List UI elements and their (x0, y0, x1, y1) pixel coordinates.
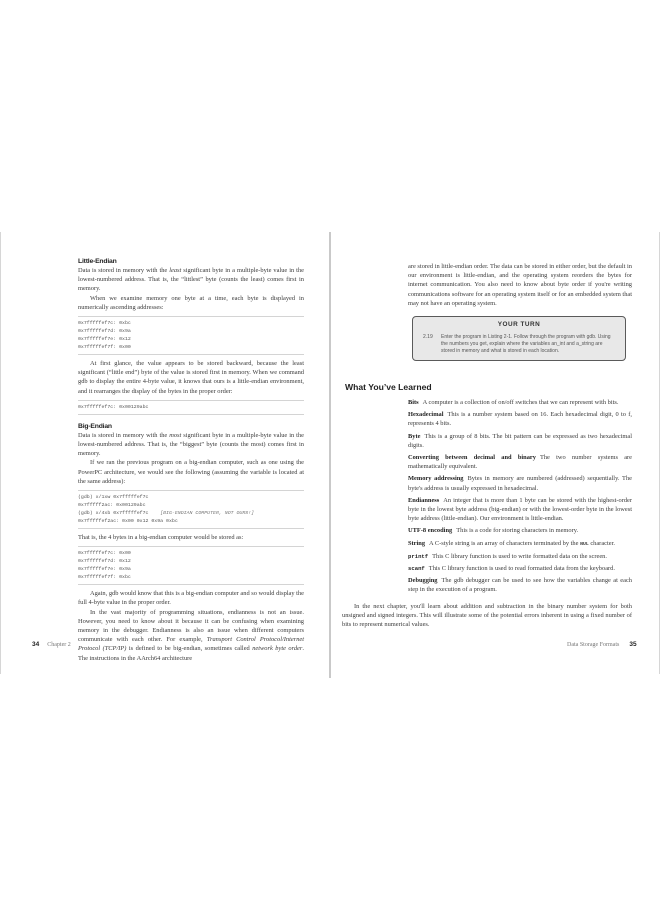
code-line: 0x7fffffef7c: 0x00129abc (78, 404, 149, 410)
summary-term: Bits A computer is a collection of on/off switches that we can represent with bits. (408, 399, 619, 407)
summary-term: UTF-8 encoding This is a code for storing characters in memory. (408, 527, 579, 535)
running-footer: Chapter 2 (47, 642, 71, 648)
exercise-text: Enter the program in Listing 2-1. Follow through the program with gdb. Using the numbers you get, explain where the variables an_int and a_string are stored in memory and what is stored in each location. (441, 334, 611, 355)
left-page-footer (32, 641, 71, 648)
big-endian-byte-listing (78, 546, 304, 585)
little-endian-byte-listing (78, 316, 304, 355)
right-page-footer (567, 641, 637, 648)
summary-term: Hexadecimal This is a number system based on 16. Each hexadecimal digit, 0 to f, represents 4 bits. (408, 411, 632, 428)
summary-term: Memory addressing Bytes in memory are numbered (addressed) sequentially. The byte's address is usually expressed in hexadecimal. (408, 475, 632, 492)
right-page (342, 262, 632, 629)
code-line: (gdb) x/4xb 0x7fffffef7c [BIG-ENDIAN COMPUTER, NOT OURS!] (78, 511, 255, 517)
code-line: 0x7fffffef7d: 0x9a (78, 329, 131, 335)
heading-big-endian: Big-Endian (78, 422, 112, 430)
code-line: 0x7fffff2ac: 0x00129abc (78, 503, 146, 509)
your-turn-title: YOUR TURN (497, 321, 541, 329)
little-endian-paragraph-1: Data is stored in memory with the least significant byte in a multiple-byte value in the lowest-numbered address. That is, the “littlest” byte (counts the least) comes first in memory. (78, 267, 304, 293)
little-endian-paragraph-2: When we examine memory one byte at a time, each byte is displayed in numerically ascending addresses: (78, 294, 304, 311)
code-line: 0x7fffffef7c: 0x00 (78, 551, 131, 557)
big-endian-paragraph-3: That is, the 4 bytes in a big-endian computer would be stored as: (78, 534, 244, 542)
code-comment: [BIG-ENDIAN COMPUTER, NOT OURS!] (160, 511, 255, 517)
heading-little-endian: Little-Endian (78, 258, 117, 265)
page-number: 35 (629, 641, 637, 648)
summary-term: Debugging The gdb debugger can be used to see how the variables change at each step in the execution of a program. (408, 577, 632, 594)
code-line: 0x7fffffef2ac: 0x00 0x12 0x9a 0xbc (78, 519, 178, 525)
closing-paragraph: In the next chapter, you'll learn about addition and subtraction in the binary number system for both unsigned and signed integers. This will illustrate some of the potential errors inherent in using a fixed number of bits to represent numerical values. (342, 602, 632, 629)
code-line: 0x7fffffef7c: 0xbc (78, 321, 131, 327)
running-footer: Data Storage Formats (567, 642, 620, 648)
little-endian-paragraph-3: At first glance, the value appears to be stored backward, because the least significant (“little end”) byte of the value is stored first in memory. When we command gdb to display the entire 4-byte value, it knows that ours is a little-endian environment, and it rearranges the display of the bytes in the proper order: (78, 360, 304, 395)
code-line: 0x7fffffef7d: 0x12 (78, 559, 131, 565)
section-title: What You’ve Learned (345, 382, 432, 393)
left-page (78, 246, 304, 663)
page-number: 34 (32, 641, 40, 648)
little-endian-word-listing (78, 400, 304, 415)
summary-term: printf This C library function is used to write formatted data on the screen. (408, 552, 607, 560)
big-endian-paragraph-2: If we ran the previous program on a big-endian computer, such as one using the PowerPC architecture, we would see the following (assuming the variable is located at the same address): (78, 459, 304, 485)
summary-term: scanf This C library function is used to read formatted data from the keyboard. (408, 565, 615, 573)
book-spine (329, 232, 331, 678)
left-page-edge (0, 232, 1, 674)
big-endian-paragraph-4: Again, gdb would know that this is a big-endian computer and so would display the full 4-byte value in the proper order. (78, 590, 304, 607)
code-line: (gdb) x/1xw 0x7fffffef7c (78, 495, 149, 501)
summary-term: Endianness An integer that is more than 1 byte can be stored with the highest-order byte in the lowest byte address (big-endian) or with the lowest-order byte in the lowest byte address (little-endian). Our environment is little-endian. (408, 496, 632, 523)
your-turn-box (412, 316, 626, 361)
code-line: 0x7fffffef7f: 0x00 (78, 345, 131, 351)
summary-term: Byte This is a group of 8 bits. The bit pattern can be expressed as two hexadecimal digits. (408, 432, 632, 449)
code-line: 0x7fffffef7e: 0x9a (78, 567, 131, 573)
code-line: 0x7fffffef7f: 0xbc (78, 575, 131, 581)
exercise-item (423, 334, 615, 355)
summary-term: Converting between decimal and binary The two number systems are mathematically equivalent. (408, 454, 632, 471)
continuation-paragraph: are stored in little-endian order. The data can be stored in either order, but the default in our environment is little-endian, and the operating system reorders the bytes for internet communication. You also need to know about byte order if you're writing communications software for an operating system itself or for an embedded system that may not have an operating system. (408, 263, 632, 307)
exercise-number: 2.19 (423, 334, 433, 341)
summary-term: String A C-style string is an array of characters terminated by the NUL character. (408, 539, 615, 547)
big-endian-paragraph-5: In the vast majority of programming situations, endianness is not an issue. However, you need to know about it because it can be confusing when examining memory in the debugger. Endianness is also an issue when different computers communicate with each other. For example, Transport Control Protocol/Internet Protocol (TCP/IP) is defined to be big-endian, sometimes called network byte order. The instructions in the AArch64 architecture (78, 608, 304, 662)
summary-list (408, 398, 632, 595)
big-endian-paragraph-1: Data is stored in memory with the most significant byte in a multiple-byte value in the lowest-numbered address. That is, the “biggest” byte (counts the most) comes first in memory. (78, 431, 304, 458)
gdb-session-listing (78, 490, 304, 529)
code-line: 0x7fffffef7e: 0x12 (78, 337, 131, 343)
